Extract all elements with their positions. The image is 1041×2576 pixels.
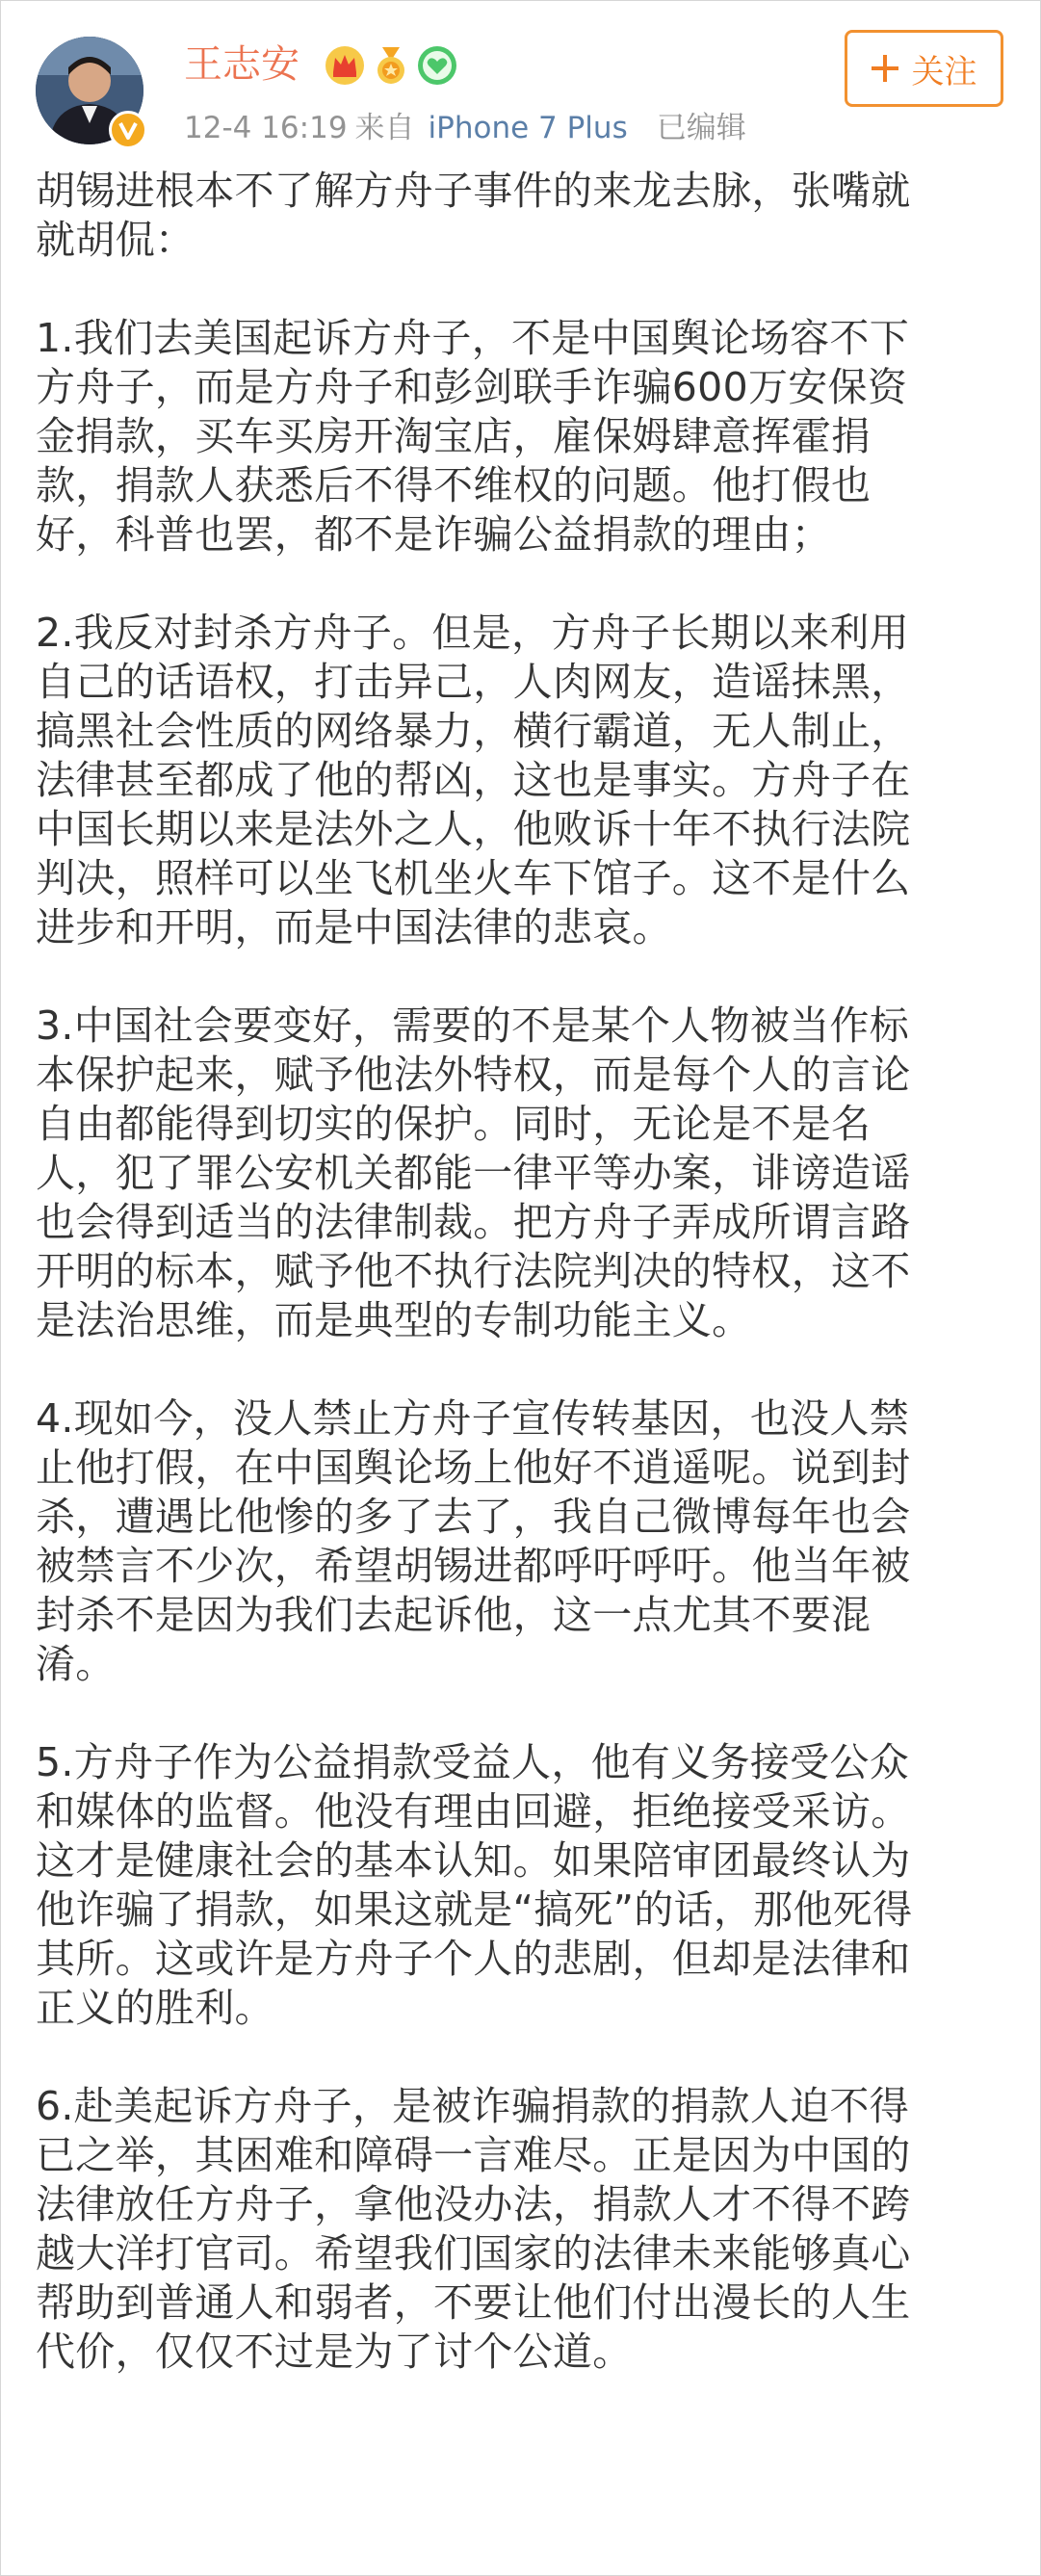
medal-icon[interactable] (371, 45, 411, 86)
post-meta (184, 109, 754, 147)
post-paragraph-1: 1.我们去美国起诉方舟子，不是中国舆论场容不下 方舟子，而是方舟子和彭剑联手诈骗600万安保资 金捐款，买车买房开淘宝店，雇保姆肆意挥霍捐 款，捐款人获悉后不得不维权的问题。他打假也 好，科普也罢，都不是诈骗公益捐款的理由； (36, 315, 910, 558)
post-timestamp: 12-4 16:19 (184, 111, 348, 145)
verified-v-icon (109, 111, 147, 149)
post-paragraph-6: 6.赴美起诉方舟子，是被诈骗捐款的捐款人迫不得 已之举，其困难和障碍一言难尽。正是因为中国的 法律放任方舟子，拿他没办法，捐款人才不得不跨 越大洋打官司。希望我们国家的法律未来能够真心 帮助到普通人和弱者，不要让他们付出漫长的人生 代价，仅仅不过是为了讨个公道。 (36, 2083, 911, 2375)
follow-button[interactable] (845, 30, 1003, 107)
source-device-link[interactable]: iPhone 7 Plus (428, 111, 628, 145)
post-paragraph-4: 4.现如今，没人禁止方舟子宣传转基因，也没人禁 止他打假，在中国舆论场上他好不逍遥呢。说到封 杀，遭遇比他惨的多了去了，我自己微博每年也会 被禁言不少次，希望胡锡进都呼吁呼吁。他当年被 封杀不是因为我们去起诉他，这一点尤其不要混 淆。 (36, 1395, 911, 1687)
post-header (1, 1, 1041, 165)
plus-icon (872, 55, 898, 82)
heart-badge-icon[interactable] (417, 45, 457, 86)
user-name[interactable]: 王志安 (184, 42, 299, 87)
post-paragraph-5: 5.方舟子作为公益捐款受益人，他有义务接受公众 和媒体的监督。他没有理由回避，拒绝接受采访。 这才是健康社会的基本认知。如果陪审团最终认为 他诈骗了捐款，如果这就是“搞死”的话，那他死得 其所。这或许是方舟子个人的悲剧，但却是法律和 正义的胜利。 (36, 1739, 913, 2031)
post-paragraph-2: 2.我反对封杀方舟子。但是，方舟子长期以来利用 自己的话语权，打击异己，人肉网友，造谣抹黑， 搞黑社会性质的网络暴力，横行霸道，无人制止， 法律甚至都成了他的帮凶，这也是事实。方舟子在 中国长期以来是法外之人，他败诉十年不执行法院 判决，照样可以坐飞机坐火车下馆子。这不是什么 进步和开明，而是中国法律的悲哀。 (36, 610, 911, 950)
edited-label[interactable]: 已编辑 (656, 111, 746, 145)
crown-icon[interactable] (325, 45, 365, 86)
follow-label: 关注 (911, 52, 977, 91)
post-text (36, 167, 1008, 2426)
source-prefix: 来自 (354, 111, 415, 145)
post-paragraph-intro: 胡锡进根本不了解方舟子事件的来龙去脉，张嘴就 就胡侃： (36, 168, 911, 263)
post-paragraph-3: 3.中国社会要变好，需要的不是某个人物被当作标 本保护起来，赋予他法外特权，而是每个人的言论 自由都能得到切实的保护。同时，无论是不是名 人，犯了罪公安机关都能一律平等办案，诽谤造谣 也会得到适当的法律制裁。把方舟子弄成所谓言路 开明的标本，赋予他不执行法院判决的特权，这不 是法治思维，而是典型的专制功能主义。 (36, 1002, 911, 1343)
